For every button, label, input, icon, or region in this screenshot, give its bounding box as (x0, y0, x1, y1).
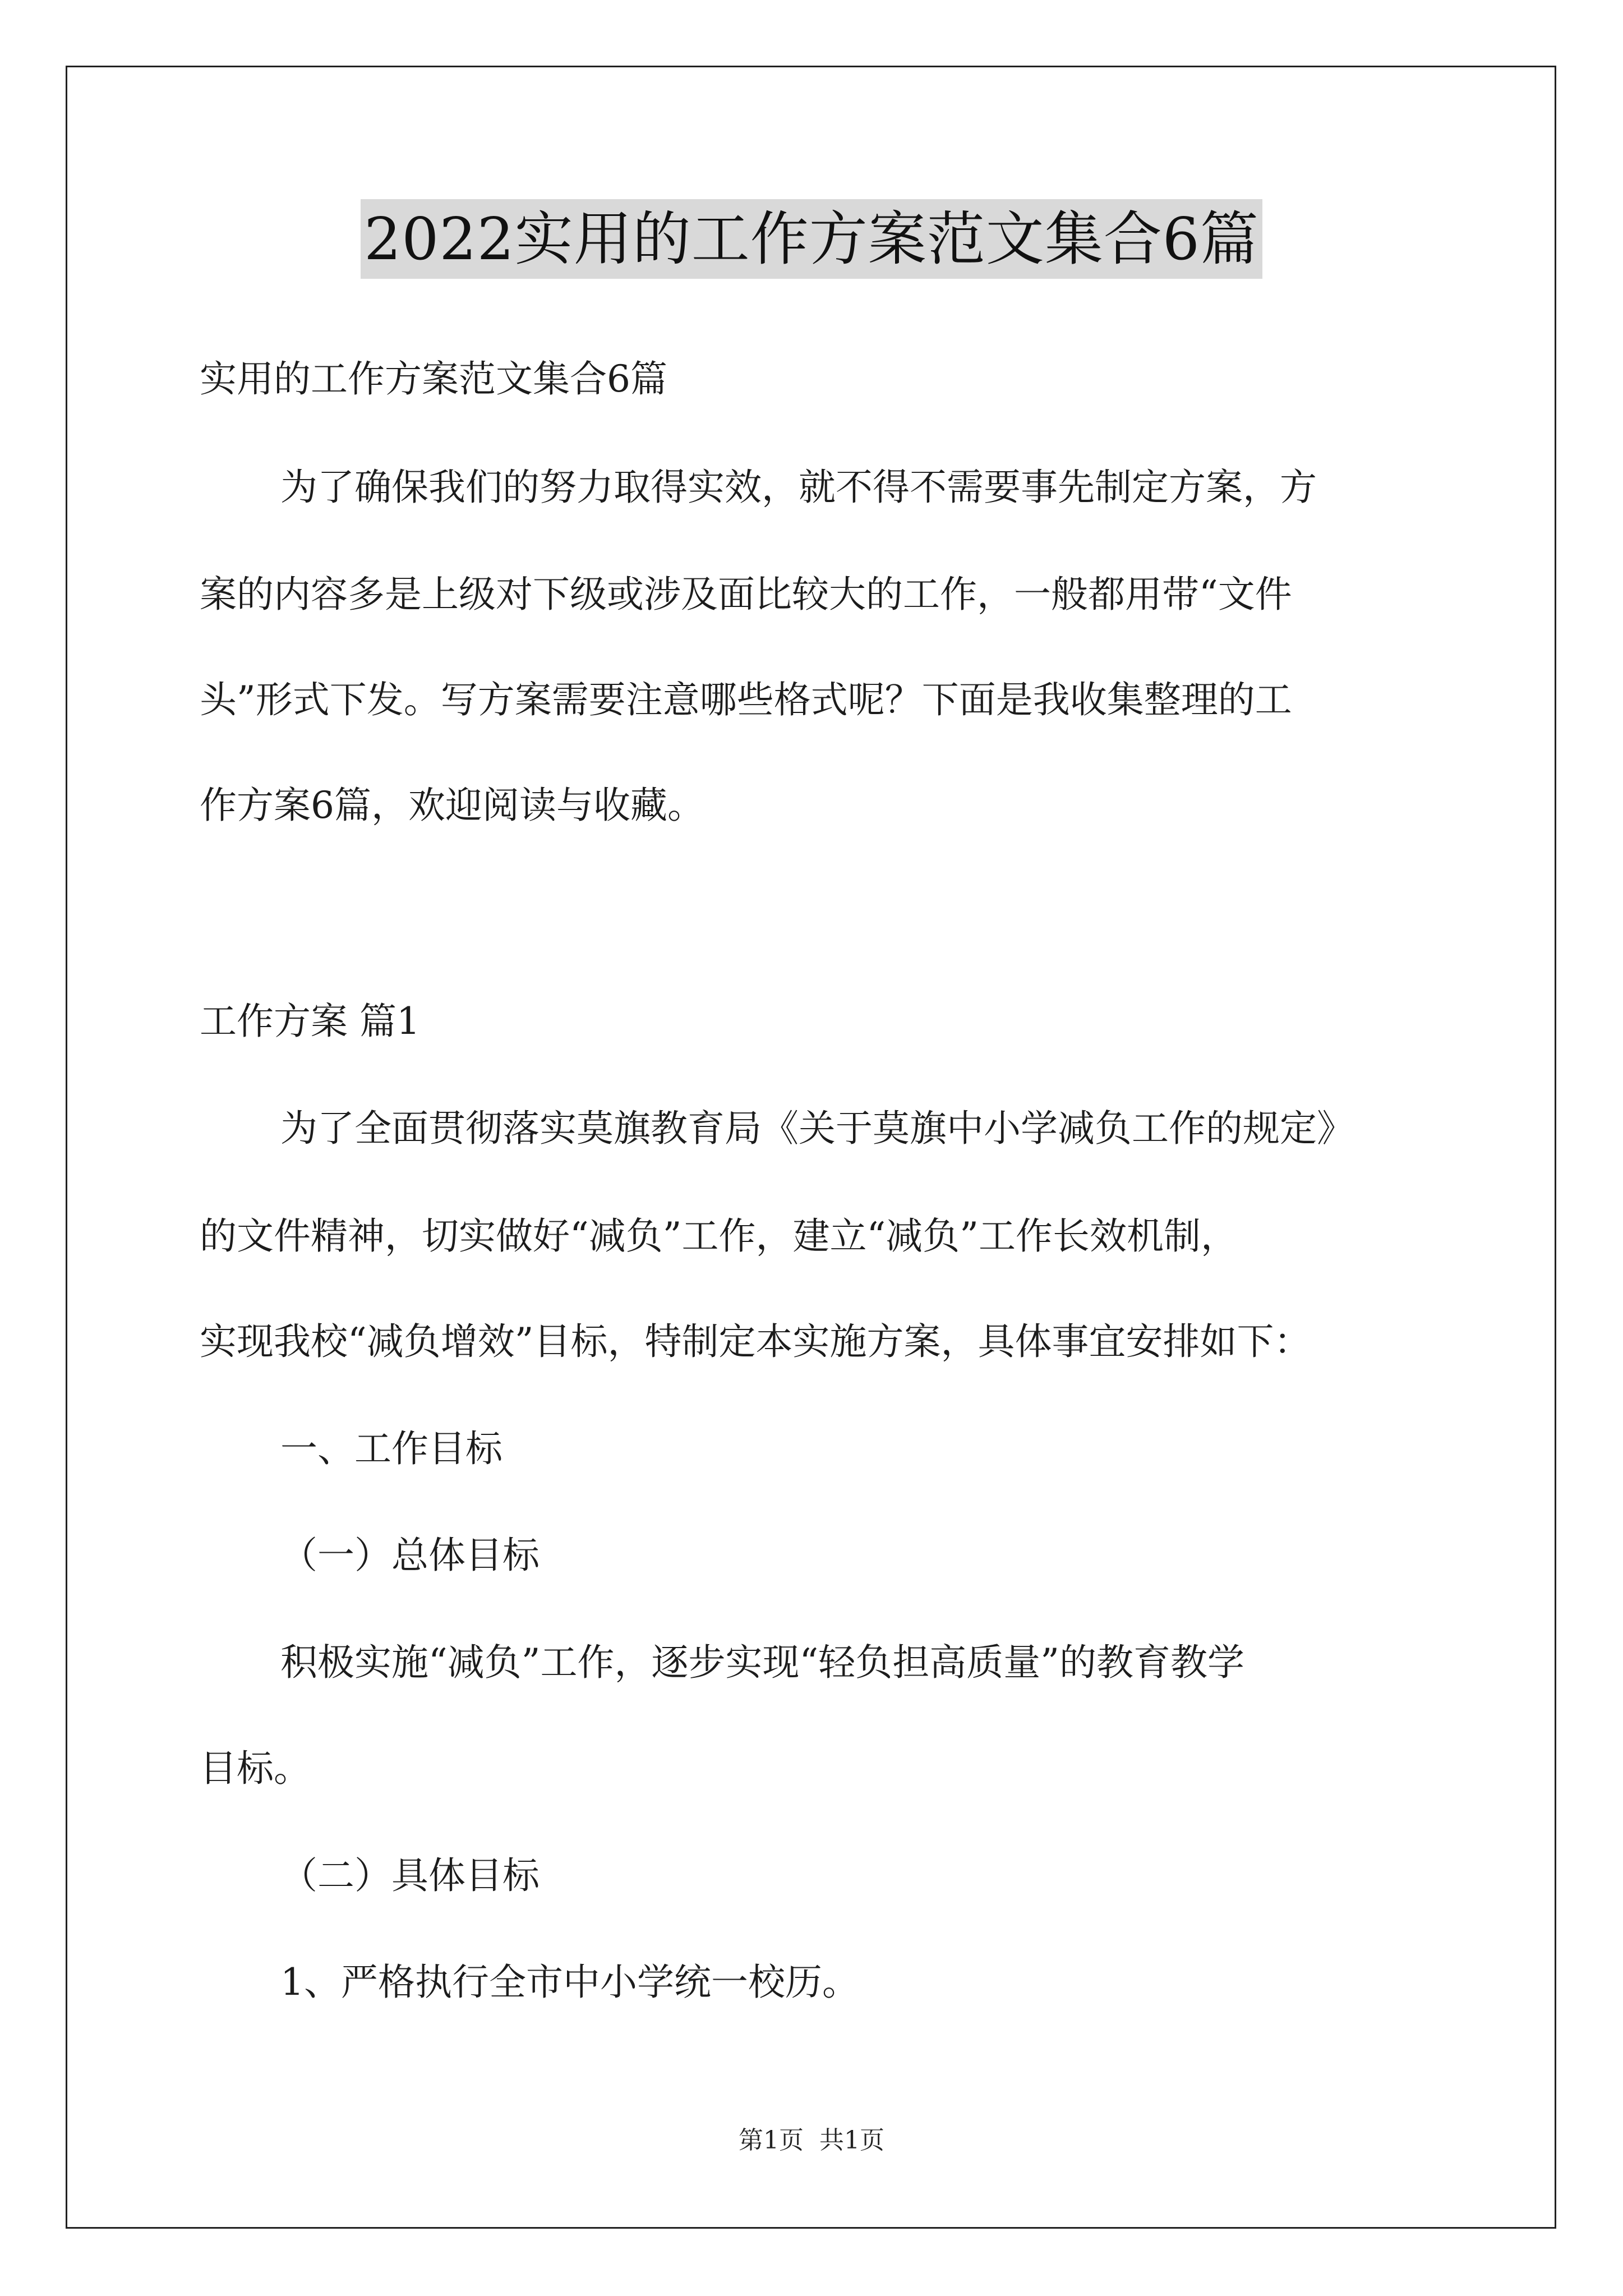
body-line-2: 的文件精神，切实做好“减负”工作，建立“减负”工作长效机制， (200, 1214, 1238, 1258)
body-line-4: 积极实施“减负”工作，逐步实现“轻负担高质量”的教育教学 (280, 1641, 1244, 1684)
page-number: 第1页 共1页 (739, 2126, 884, 2155)
intro-line-1: 为了确保我们的努力取得实效，就不得不需要事先制定方案，方 (280, 466, 1317, 509)
heading-overall-goal: （一）总体目标 (280, 1534, 540, 1577)
list-item-1: 1、严格执行全市中小学统一校历。 (280, 1961, 859, 2004)
title-container (0, 199, 1623, 279)
heading-specific-goals: （二）具体目标 (280, 1854, 540, 1897)
document-subtitle: 实用的工作方案范文集合6篇 (200, 357, 667, 401)
document-title: 2022实用的工作方案范文集合6篇 (361, 199, 1262, 279)
heading-work-goals: 一、工作目标 (280, 1427, 502, 1470)
section-heading: 工作方案 篇1 (200, 1000, 420, 1043)
body-line-1: 为了全面贯彻落实莫旗教育局《关于莫旗中小学减负工作的规定》 (280, 1107, 1354, 1150)
body-line-3: 实现我校“减负增效”目标，特制定本实施方案，具体事宜安排如下： (200, 1320, 1311, 1363)
intro-line-4: 作方案6篇，欢迎阅读与收藏。 (200, 784, 704, 827)
intro-line-2: 案的内容多是上级对下级或涉及面比较大的工作，一般都用带“文件 (200, 573, 1292, 616)
intro-line-3: 头”形式下发。写方案需要注意哪些格式呢？下面是我收集整理的工 (200, 678, 1292, 721)
body-line-5: 目标。 (200, 1747, 311, 1790)
